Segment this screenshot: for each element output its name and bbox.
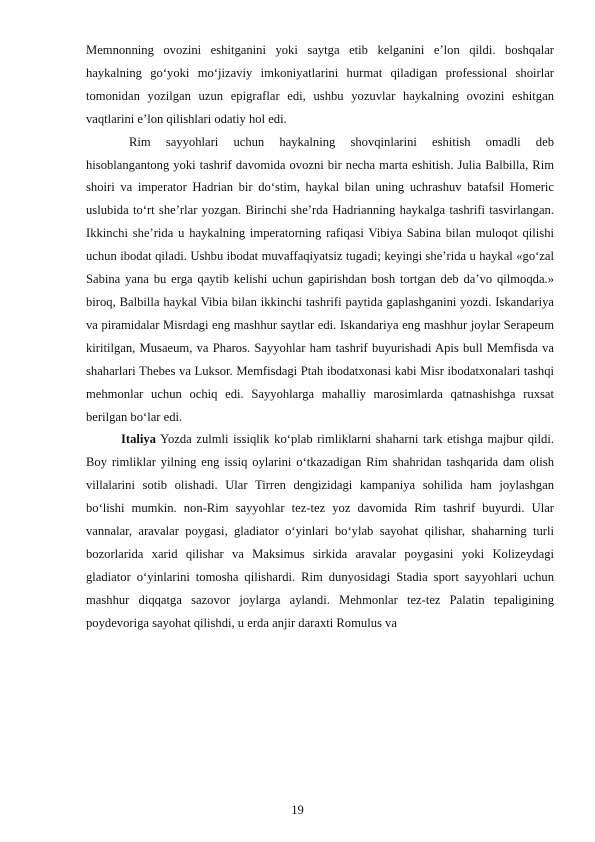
paragraph-3-lead: Italiya	[121, 432, 156, 447]
paragraph-1	[86, 39, 554, 131]
page-number: 19	[291, 803, 304, 817]
paragraph-3	[86, 428, 554, 634]
body-text	[86, 39, 554, 635]
paragraph-2-text: Rim sayyohlari uchun haykalning shovqinlarini eshitish omadli deb hisoblangantong yoki tashrif davomida ovozni bir necha marta eshitish. Julia Balbilla, Rim shoiri va imperator Hadrian bir do‘stim, haykal bilan uning uchrashuv batafsil Homeric uslubida to‘rt she’rlar yozgan. Birinchi she’rda Hadrianning haykalga tashrifi tasvirlangan. Ikkinchi she’rida u haykalning imperatorning rafiqasi Vibiya Sabina bilan muloqot qilishi uchun ibodat qiladi. Ushbu ibodat muvaffaqiyatsiz tugadi; keyingi she’rida u haykal «go‘zal Sabina yana bu erga qaytib kelishi uchun gapirishdan bosh tortgan deb da’vo qilmoqda.» biroq, Balbilla haykal Vibia bilan ikkinchi tashrifi paytida gaplashganini yozdi. Iskandariya va piramidalar Misrdagi eng mashhur saytlar edi. Iskandariya eng mashhur joylar Serapeum kiritilgan, Musaeum, va Pharos. Sayyohlar ham tashrif buyurishadi Apis bull Memfisda va shaharlari Thebes va Luksor. Memfisdagi Ptah ibodatxonasi kabi Misr ibodatxonalari tashqi mehmonlar uchun ochiq edi. Sayyohlarga mahalliy marosimlarda qatnashishga ruxsat berilgan bo‘lar edi.	[86, 134, 554, 424]
paragraph-1-text: Memnonning ovozini eshitganini yoki saytga etib kelganini e’lon qildi. boshqalar haykalning go‘yoki mo‘jizaviy imkoniyatlarini hurmat qiladigan professional shoirlar tomonidan yozilgan uzun epigraflar edi, ushbu yozuvlar haykalning ovozini eshitgan vaqtlarini e’lon qilishlari odatiy hol edi.	[86, 43, 554, 126]
paragraph-3-text: Yozda zulmli issiqlik ko‘plab rimliklarni shaharni tark etishga majbur qildi. Boy rimliklar yilning eng issiq oylarini o‘tkazadigan Rim shahridan tashqarida dam olish villalarini sotib olishadi. Ular Tirren dengizidagi kampaniya sohilida ham joylashgan bo‘lishi mumkin. non-Rim sayyohlar tez-tez yoz davomida Rim tashrif buyurdi. Ular vannalar, aravalar poygasi, gladiator o‘yinlari bo‘ylab sayohat qilishar, shaharning turli bozorlarida xarid qilishar va Maksimus sirkida aravalar poygasini yoki Kolizeydagi gladiator o‘yinlarini tomosha qilishardi. Rim dunyosidagi Stadia sport sayyohlari uchun mashhur diqqatga sazovor joylarga aylandi. Mehmonlar tez-tez Palatin tepaligining poydevoriga sayohat qilishdi, u erda anjir daraxti Romulus va	[86, 432, 554, 630]
paragraph-2	[86, 131, 554, 429]
